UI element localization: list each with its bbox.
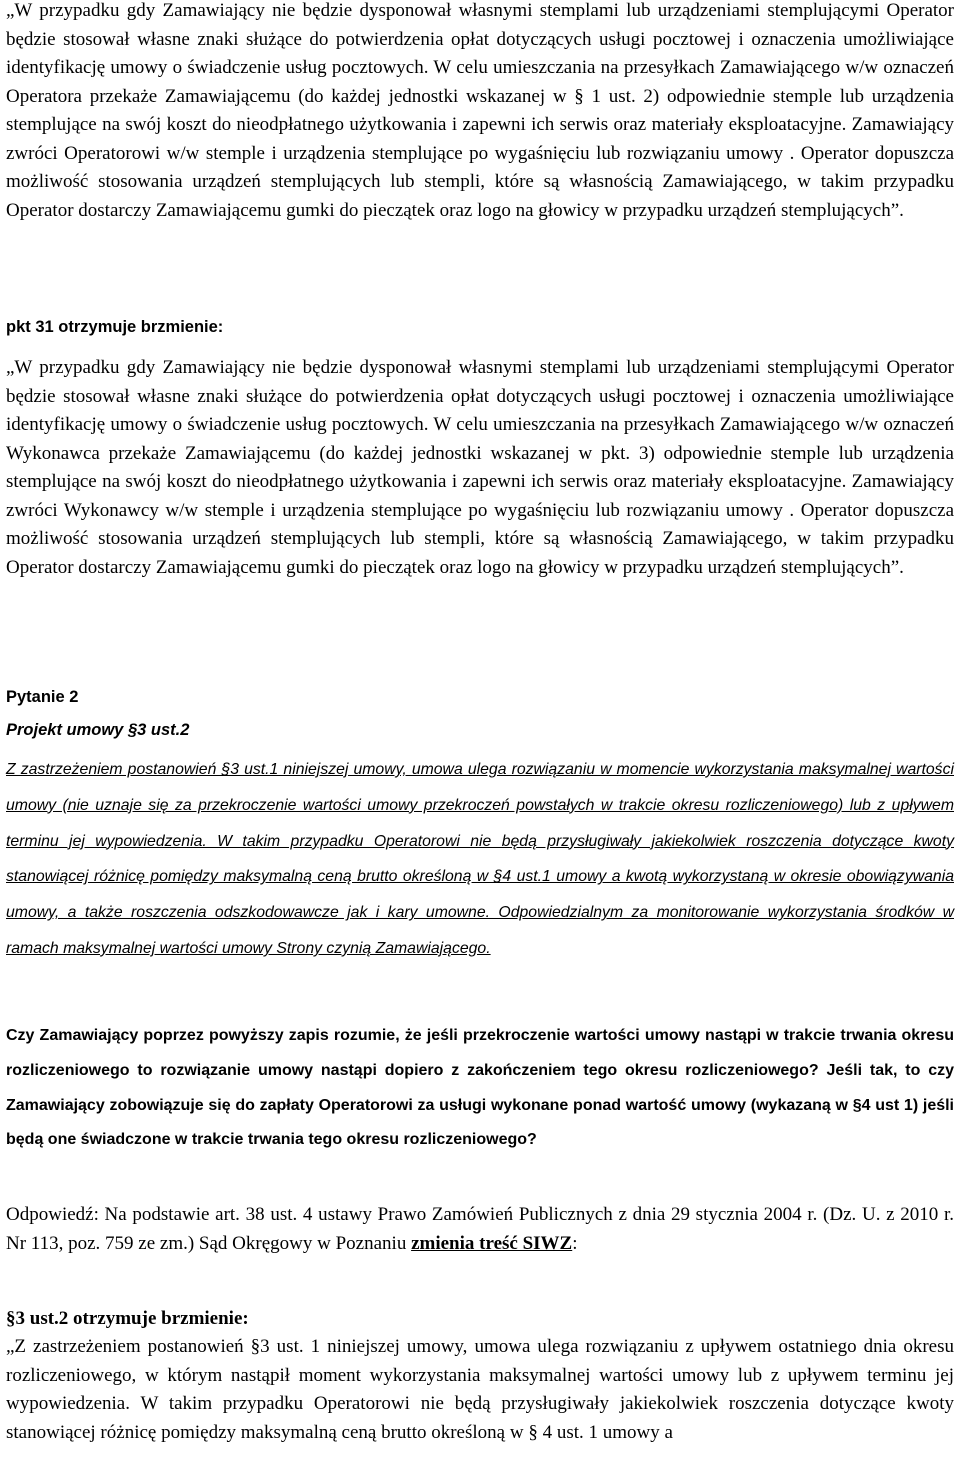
answer-colon: : [572, 1232, 578, 1254]
paragraph-pkt-31-new: „W przypadku gdy Zamawiający nie będzie dysponował własnymi stemplami lub urządzeniami stemplującymi Operator będzie stosował własne znaki służące do potwierdzenia opłat dotyczących usługi pocztowej i oznaczenia umożliwiające identyfikację umowy o świadczenie usług pocztowych. W celu umieszczania na przesyłkach Zamawiającego w/w oznaczeń Wykonawca przekaże Zamawiającemu (do każdej jednostki wskazanej w pkt. 3) odpowiednie stemple lub urządzenia stemplujące na swój koszt do nieodpłatnego użytkowania i zapewni ich serwis oraz materiały eksploatacyjne. Zamawiający zwróci Wykonawcy w/w stemple i urządzenia stemplujące po wygaśnięciu lub rozwiązaniu umowy . Operator dopuszcza możliwość stosowania urządzeń stemplujących lub stempli, które są własnością Zamawiającego, w takim przypadku Operator dostarczy Zamawiającemu gumki do pieczątek oraz logo na głowicy w przypadku urządzeń stemplujących”. [6, 357, 954, 578]
paragraph-answer [6, 1201, 954, 1258]
heading-pytanie-2: Pytanie 2 [6, 688, 79, 706]
heading-pkt-31: pkt 31 otrzymuje brzmienie: [6, 318, 224, 336]
heading-projekt-umowy: Projekt umowy §3 ust.2 [6, 721, 190, 739]
answer-text: Odpowiedź: Na podstawie art. 38 ust. 4 ustawy Prawo Zamówień Publicznych z dnia 29 stycznia 2004 r. (Dz. U. z 2010 r. Nr 113, poz. 759 ze zm.) Sąd Okręgowy w Poznaniu [6, 1204, 954, 1254]
heading-par-3-ust-2: §3 ust.2 otrzymuje brzmienie: [6, 1308, 249, 1329]
paragraph-stemple-original: „W przypadku gdy Zamawiający nie będzie dysponował własnymi stemplami lub urządzeniami stemplującymi Operator będzie stosował własne znaki służące do potwierdzenia opłat dotyczących usługi pocztowej i oznaczenia umożliwiające identyfikację umowy o świadczenie usług pocztowych. W celu umieszczania na przesyłkach Zamawiającego w/w oznaczeń Operatora przekaże Zamawiającemu (do każdej jednostki wskazanej w § 1 ust. 2) odpowiednie stemple lub urządzenia stemplujące na swój koszt do nieodpłatnego użytkowania i zapewni ich serwis oraz materiały eksploatacyjne. Zamawiający zwróci Operatorowi w/w stemple i urządzenia stemplujące po wygaśnięciu lub rozwiązaniu umowy . Operator dopuszcza możliwość stosowania urządzeń stemplujących lub stempli, które są własnością Zamawiającego, w takim przypadku Operator dostarczy Zamawiającemu gumki do pieczątek oraz logo na głowicy w przypadku urządzeń stemplujących”. [6, 0, 954, 221]
paragraph-question: Czy Zamawiający poprzez powyższy zapis rozumie, że jeśli przekroczenie wartości umowy nastąpi w trakcie trwania okresu rozliczeniowego to rozwiązanie umowy nastąpi dopiero z zakończeniem tego okresu rozliczeniowego? Jeśli tak, to czy Zamawiający zobowiązuje się do zapłaty Operatorowi za usługi wykonane ponad wartość umowy (wykazaną w §4 ust 1) jeśli będą one świadczone w trakcie trwania tego okresu rozliczeniowego? [6, 1027, 954, 1149]
paragraph-par-3-ust-2-new: „Z zastrzeżeniem postanowień §3 ust. 1 niniejszej umowy, umowa ulega rozwiązaniu z upływem ostatniego dnia okresu rozliczeniowego, w którym nastąpił moment wykorzystania maksymalnej wartości umowy lub z upływem terminu jej wypowiedzenia. W takim przypadku Operatorowi nie będą przysługiwały jakiekolwiek roszczenia dotyczące kwoty stanowiącej różnicę pomiędzy maksymalną ceną brutto określoną w § 4 ust. 1 umowy a [6, 1336, 954, 1443]
answer-change-siwz: zmienia treść SIWZ [411, 1232, 573, 1254]
paragraph-projekt-umowy-quote: Z zastrzeżeniem postanowień §3 ust.1 niniejszej umowy, umowa ulega rozwiązaniu w momencie wykorzystania maksymalnej wartości umowy (nie uznaje się za przekroczenie wartości umowy przekroczeń powstałych w trakcie okresu rozliczeniowego) lub z upływem terminu jej wypowiedzenia. W takim przypadku Operatorowi nie będą przysługiwały jakiekolwiek roszczenia dotyczące kwoty stanowiącej różnicę pomiędzy maksymalną ceną brutto określoną w §4 ust.1 umowy a kwotą wykorzystaną w okresie obowiązywania umowy, a także roszczenia odszkodowawcze jak i kary umowne. Odpowiedzialnym za monitorowanie wykorzystania środków w ramach maksymalnej wartości umowy Strony czynią Zamawiającego. [6, 761, 954, 957]
